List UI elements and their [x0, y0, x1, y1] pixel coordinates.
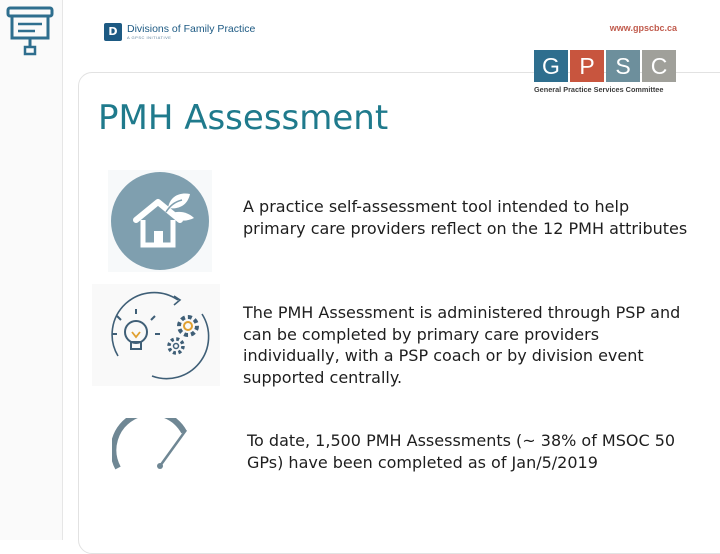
gpsc-tile-c: C	[642, 50, 676, 82]
gpsc-tile-g: G	[534, 50, 568, 82]
dfp-logo-subtitle: A GPSC INITIATIVE	[127, 35, 172, 40]
page-title: PMH Assessment	[98, 98, 389, 138]
dfp-logo-mark: D	[104, 23, 122, 41]
site-url: www.gpscbc.ca	[609, 23, 677, 33]
gauge-icon	[112, 418, 192, 478]
item-text-self-assessment: A practice self-assessment tool intended to help primary care providers reflect on the 12 PMH attributes	[243, 197, 688, 238]
slide-sidebar	[0, 0, 63, 540]
gpsc-logo	[534, 50, 680, 94]
divisions-of-family-practice-logo	[104, 20, 255, 44]
presentation-icon[interactable]	[5, 4, 55, 56]
gpsc-tile-p: P	[570, 50, 604, 82]
gpsc-tile-s: S	[606, 50, 640, 82]
home-leaf-icon	[108, 170, 212, 272]
gpsc-logo-name: General Practice Services Committee	[534, 85, 664, 94]
dfp-logo-name: Divisions of Family Practice	[127, 23, 256, 35]
item-text-completion-stats: To date, 1,500 PMH Assessments (~ 38% of MSOC 50 GPs) have been completed as of Jan/5/2019	[247, 431, 676, 472]
item-text-administration: The PMH Assessment is administered through PSP and can be completed by primary care providers individually, with a PSP coach or by division event supported centrally.	[243, 303, 681, 387]
lightbulb-gears-icon	[92, 284, 220, 386]
